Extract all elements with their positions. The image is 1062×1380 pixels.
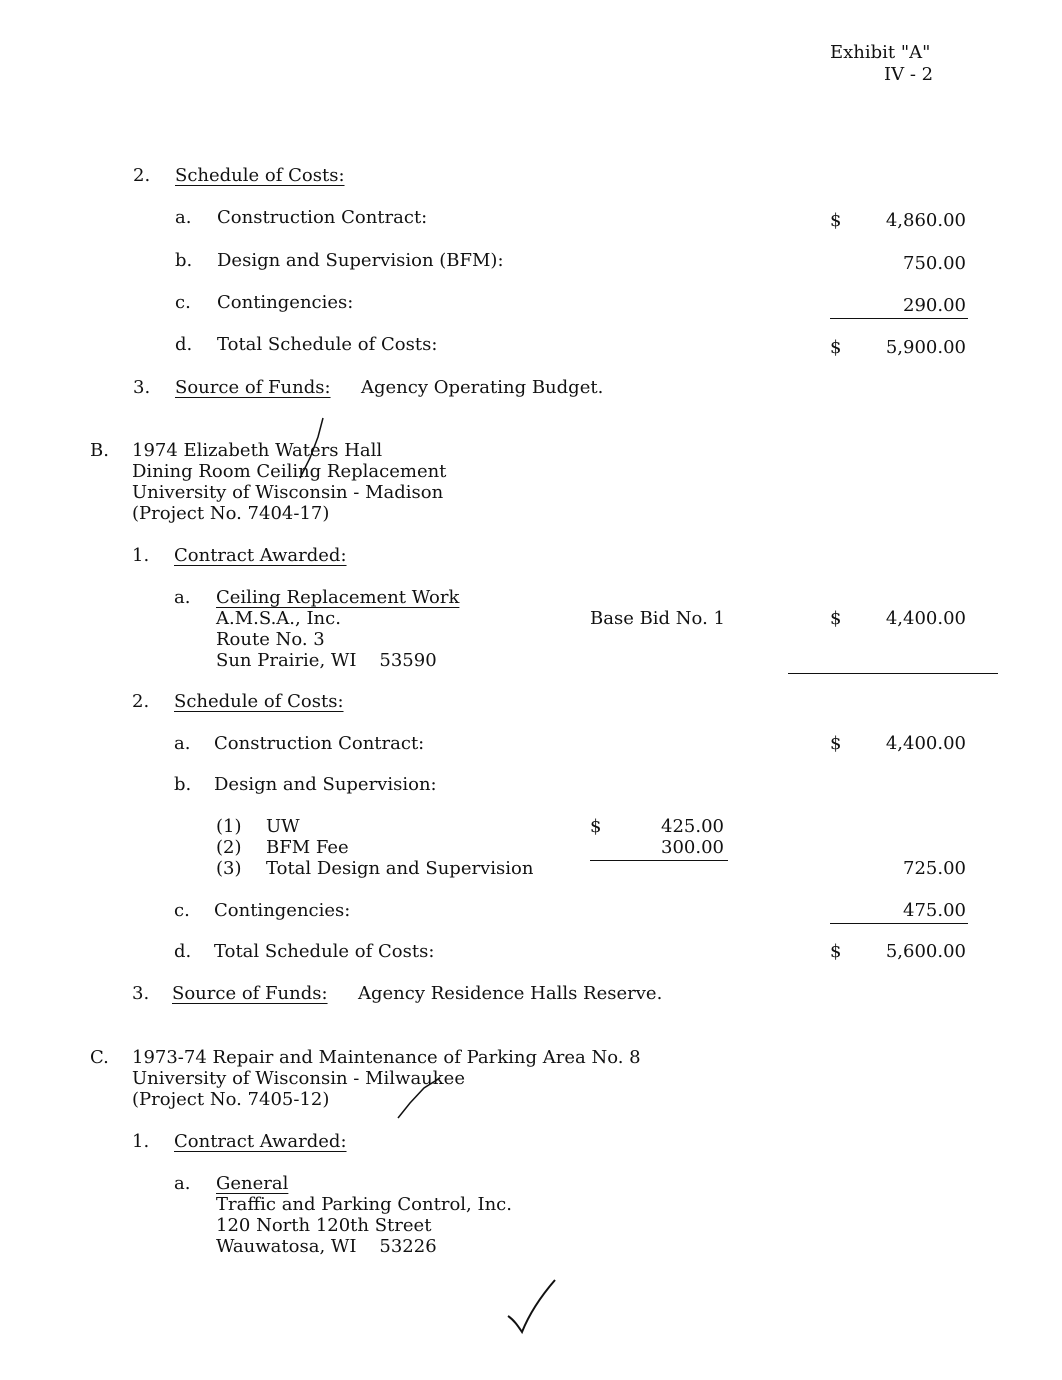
sub-item-label: Total Design and Supervision [266,858,534,879]
work-title: General [216,1173,289,1194]
project-title-line: 1974 Elizabeth Waters Hall [132,440,383,461]
item-letter: b. [175,250,193,271]
schedule-heading: Schedule of Costs: [174,691,344,712]
sub-item-label: UW [266,816,300,837]
item-label: Construction Contract: [217,207,428,228]
section-letter: B. [90,440,109,461]
schedule-number: 2. [132,691,150,712]
contractor-line: 120 North 120th Street [216,1215,432,1236]
funds-heading: Source of Funds: [172,983,328,1004]
schedule-number: 2. [133,165,151,186]
item-amount: 4,860.00 [885,210,966,231]
item-label: Contingencies: [217,292,354,313]
item-amount: 5,600.00 [885,941,966,962]
bid-amount: 4,400.00 [885,608,966,629]
item-letter: b. [174,774,192,795]
item-label: Design and Supervision (BFM): [217,250,504,271]
item-amount: 725.00 [903,858,966,879]
item-letter: c. [175,292,191,313]
schedule-heading: Schedule of Costs: [175,165,345,186]
check-mark-icon [398,1078,440,1118]
item-amount: 750.00 [903,253,966,274]
sub-item-number: (1) [216,816,242,837]
project-number: (Project No. 7405-12) [132,1089,330,1110]
bid-label: Base Bid No. 1 [590,608,725,629]
item-letter: a. [174,733,191,754]
check-mark-icon [508,1280,555,1332]
contractor-line: Wauwatosa, WI 53226 [216,1236,437,1257]
dollar-sign: $ [830,941,842,962]
funds-heading: Source of Funds: [175,377,331,398]
item-amount: 290.00 [903,295,966,316]
item-letter: c. [174,900,190,921]
work-title: Ceiling Replacement Work [216,587,460,608]
dollar-sign: $ [830,337,842,358]
section-letter: C. [90,1047,109,1068]
item-letter: d. [175,334,193,355]
dollar-sign: $ [830,608,842,629]
check-mark-icon [300,418,323,478]
item-label: Contingencies: [214,900,351,921]
item-letter: a. [174,1173,191,1194]
item-letter: a. [175,207,192,228]
dollar-sign: $ [830,733,842,754]
funds-text: Agency Residence Halls Reserve. [358,983,663,1004]
funds-number: 3. [133,377,151,398]
project-title-line: University of Wisconsin - Madison [132,482,444,503]
item-amount: 5,900.00 [885,337,966,358]
page-number: IV - 2 [884,64,934,85]
project-number: (Project No. 7404-17) [132,503,330,524]
item-label: Total Schedule of Costs: [214,941,435,962]
dollar-sign: $ [830,210,842,231]
project-title-line: University of Wisconsin - Milwaukee [132,1068,465,1089]
sub-item-amount: 425.00 [661,816,724,837]
funds-number: 3. [132,983,150,1004]
dollar-sign: $ [590,816,602,837]
sub-item-amount: 300.00 [661,837,724,858]
project-title-line: 1973-74 Repair and Maintenance of Parking Area No. 8 [132,1047,641,1068]
exhibit-label: Exhibit "A" [830,42,931,63]
sub-item-number: (3) [216,858,242,879]
project-title-line: Dining Room Ceiling Replacement [132,461,447,482]
contractor-line: Route No. 3 [216,629,325,650]
contract-heading: Contract Awarded: [174,1131,347,1152]
item-letter: a. [174,587,191,608]
item-label: Design and Supervision: [214,774,437,795]
item-amount: 4,400.00 [885,733,966,754]
item-letter: d. [174,941,192,962]
contractor-line: A.M.S.A., Inc. [216,608,341,629]
item-label: Construction Contract: [214,733,425,754]
contractor-line: Sun Prairie, WI 53590 [216,650,437,671]
item-label: Total Schedule of Costs: [217,334,438,355]
sub-item-number: (2) [216,837,242,858]
funds-text: Agency Operating Budget. [361,377,604,398]
item-amount: 475.00 [903,900,966,921]
contract-heading: Contract Awarded: [174,545,347,566]
contract-number: 1. [132,1131,150,1152]
contract-number: 1. [132,545,150,566]
sub-item-label: BFM Fee [266,837,349,858]
contractor-line: Traffic and Parking Control, Inc. [216,1194,512,1215]
